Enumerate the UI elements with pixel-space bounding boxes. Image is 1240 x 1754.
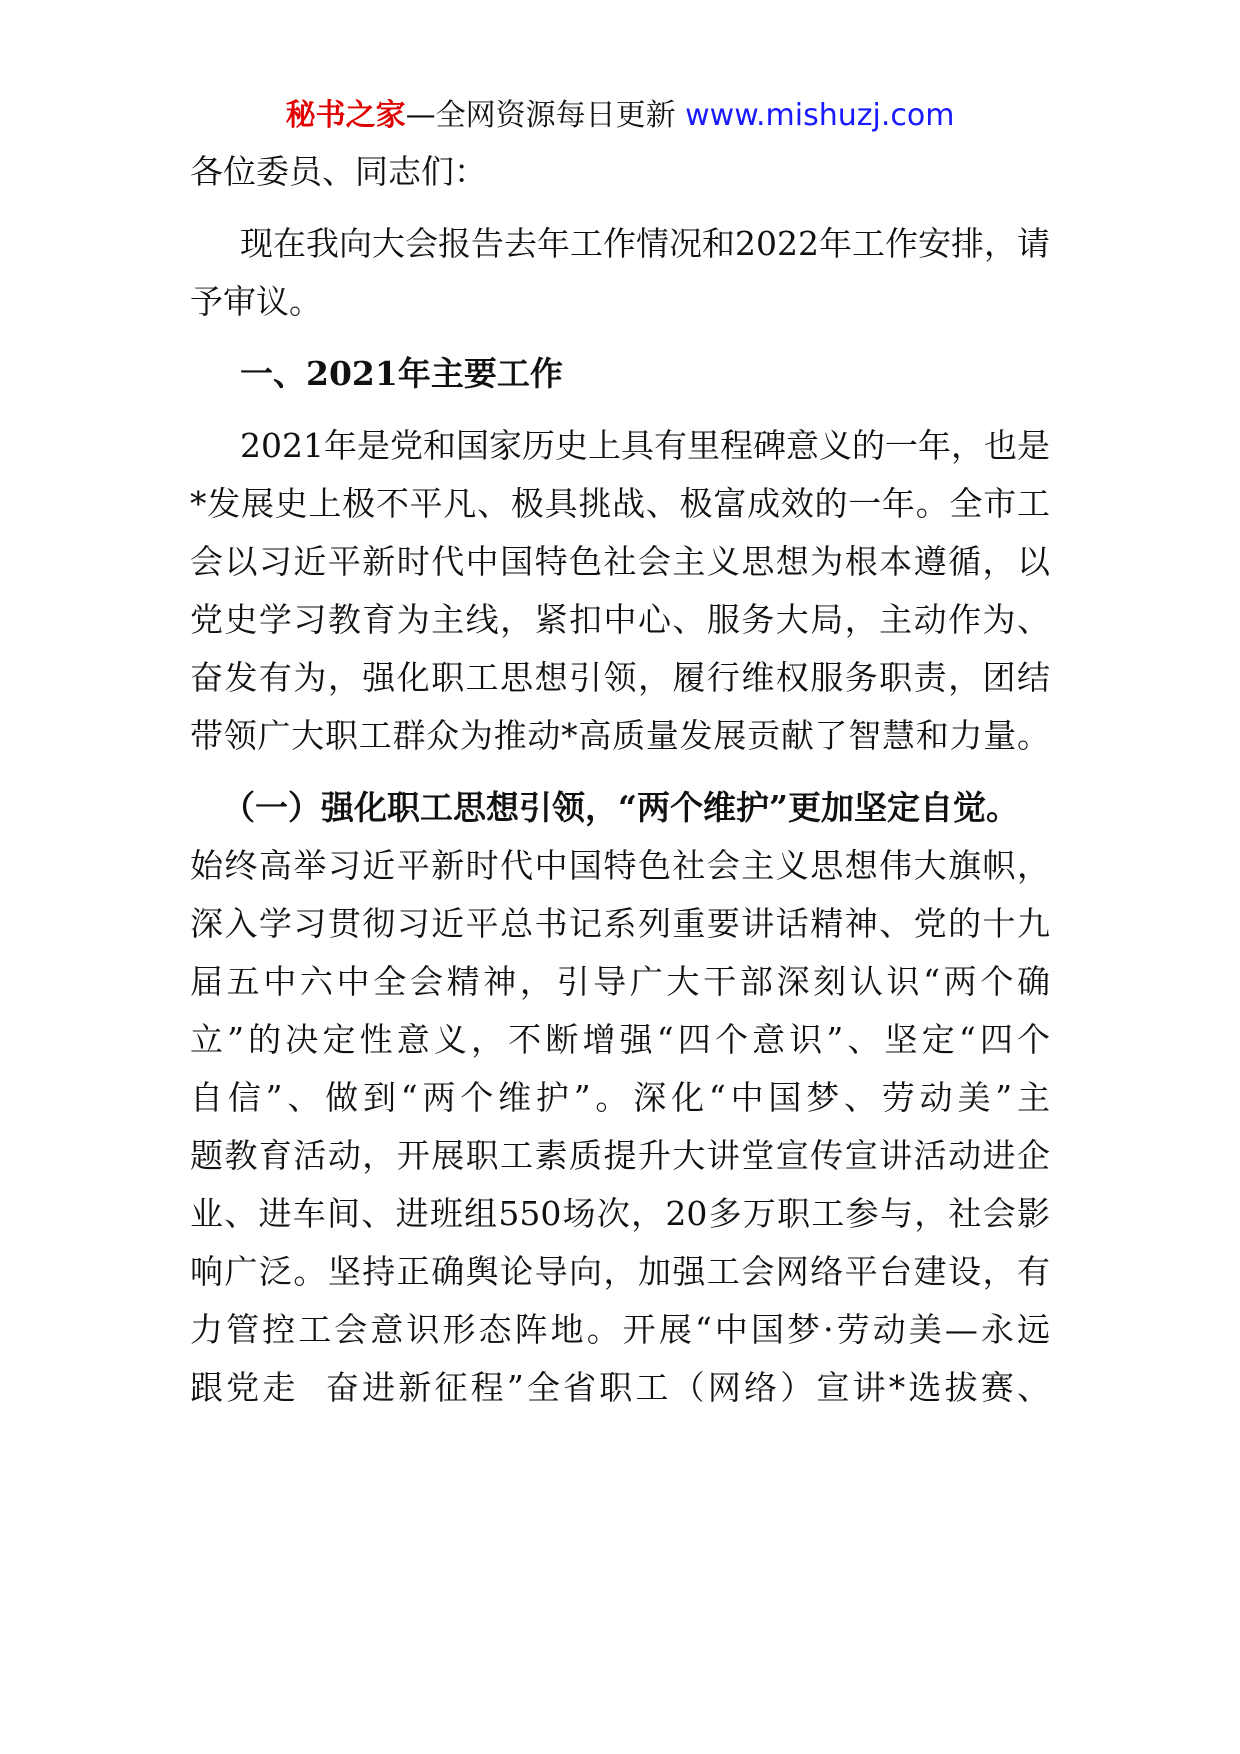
paragraph-line: 立”的决定性意义，不断增强“四个意识”、坚定“四个 (190, 1020, 1050, 1059)
paragraph-line: 深入学习贯彻习近平总书记系列重要讲话精神、党的十九 (190, 904, 1050, 943)
paragraph-line: 响广泛。坚持正确舆论导向，加强工会网络平台建设，有 (190, 1252, 1050, 1291)
paragraph-line: 始终高举习近平新时代中国特色社会主义思想伟大旗帜， (190, 846, 1050, 885)
watermark-header (0, 96, 1240, 136)
section-heading: 一、2021年主要工作 (240, 354, 563, 393)
intro-line: 现在我向大会报告去年工作情况和2022年工作安排，请 (240, 224, 1050, 263)
subheading: （一）强化职工思想引领，“两个维护”更加坚定自觉。 (222, 788, 1019, 827)
paragraph-line: 跟党走 奋进新征程”全省职工（网络）宣讲*选拔赛、 (190, 1368, 1050, 1407)
paragraph-line: 奋发有为，强化职工思想引领，履行维权服务职责，团结 (190, 658, 1050, 697)
brand-url[interactable]: www.mishuzj.com (685, 98, 955, 133)
paragraph-line: 2021年是党和国家历史上具有里程碑意义的一年，也是 (240, 426, 1050, 465)
brand-slogan: —全网资源每日更新 (405, 98, 676, 133)
paragraph-line: 力管控工会意识形态阵地。开展“中国梦·劳动美—永远 (190, 1310, 1050, 1349)
paragraph-line: 党史学习教育为主线，紧扣中心、服务大局，主动作为、 (190, 600, 1050, 639)
paragraph-line: 带领广大职工群众为推动*高质量发展贡献了智慧和力量。 (190, 716, 1050, 755)
salutation: 各位委员、同志们： (190, 152, 487, 191)
paragraph-line: 题教育活动，开展职工素质提升大讲堂宣传宣讲活动进企 (190, 1136, 1050, 1175)
brand-name: 秘书之家 (285, 98, 406, 133)
paragraph-line: 业、进车间、进班组550场次，20多万职工参与，社会影 (190, 1194, 1050, 1233)
paragraph-line: *发展史上极不平凡、极具挑战、极富成效的一年。全市工 (190, 484, 1050, 523)
paragraph-line: 会以习近平新时代中国特色社会主义思想为根本遵循，以 (190, 542, 1050, 581)
paragraph-line: 自信”、做到“两个维护”。深化“中国梦、劳动美”主 (190, 1078, 1050, 1117)
intro-line: 予审议。 (190, 282, 322, 321)
paragraph-line: 届五中六中全会精神，引导广大干部深刻认识“两个确 (190, 962, 1050, 1001)
